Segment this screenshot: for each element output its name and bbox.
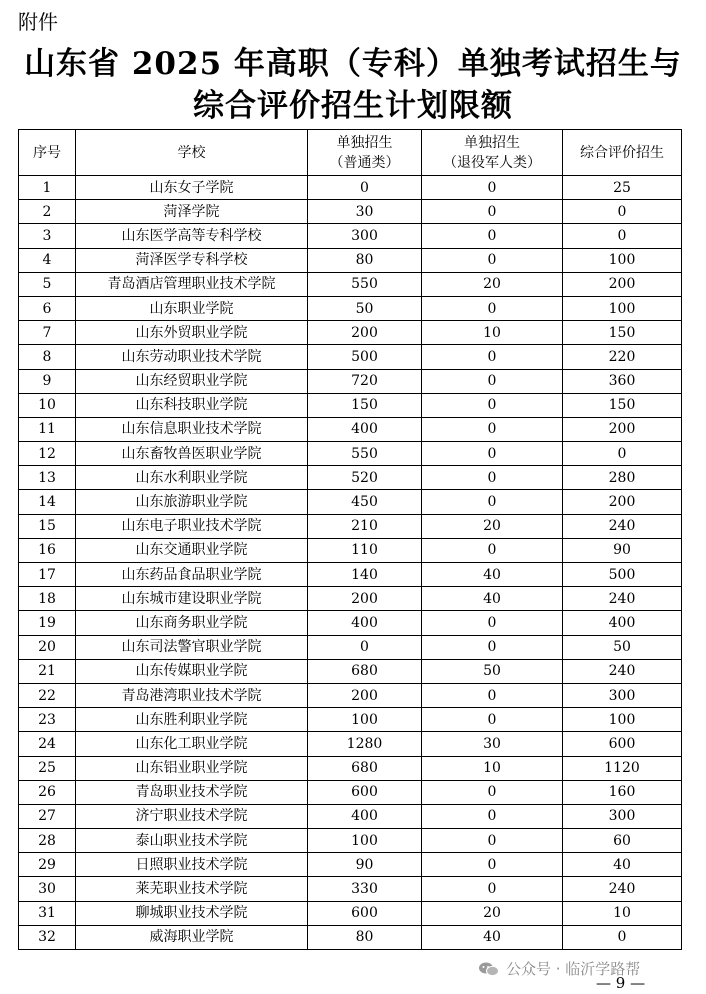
cell-comprehensive: 1120 — [563, 756, 682, 780]
cell-ordinary: 50 — [308, 296, 422, 320]
cell-comprehensive: 10 — [563, 901, 682, 925]
table-row — [19, 877, 682, 901]
cell-veteran: 0 — [422, 853, 563, 877]
cell-ordinary: 550 — [308, 442, 422, 466]
cell-veteran: 0 — [422, 708, 563, 732]
table-row — [19, 635, 682, 659]
cell-school: 青岛酒店管理职业技术学院 — [76, 272, 308, 296]
cell-comprehensive: 40 — [563, 853, 682, 877]
cell-ordinary: 210 — [308, 514, 422, 538]
table-row — [19, 708, 682, 732]
cell-comprehensive: 280 — [563, 466, 682, 490]
cell-veteran: 0 — [422, 829, 563, 853]
cell-school: 青岛港湾职业技术学院 — [76, 683, 308, 707]
cell-ordinary: 400 — [308, 804, 422, 828]
cell-ordinary: 0 — [308, 176, 422, 200]
cell-school: 菏泽医学专科学校 — [76, 248, 308, 272]
cell-no: 16 — [19, 538, 76, 562]
page-number: — 9 — — [596, 974, 646, 992]
cell-school: 山东胜利职业学院 — [76, 708, 308, 732]
cell-comprehensive: 360 — [563, 369, 682, 393]
cell-school: 泰山职业技术学院 — [76, 829, 308, 853]
cell-comprehensive: 150 — [563, 393, 682, 417]
cell-veteran: 0 — [422, 200, 563, 224]
cell-comprehensive: 500 — [563, 563, 682, 587]
cell-comprehensive: 0 — [563, 200, 682, 224]
cell-ordinary: 600 — [308, 780, 422, 804]
cell-comprehensive: 0 — [563, 925, 682, 949]
table-row — [19, 272, 682, 296]
cell-school: 菏泽学院 — [76, 200, 308, 224]
table-row — [19, 248, 682, 272]
cell-school: 山东司法警官职业学院 — [76, 635, 308, 659]
table-row — [19, 925, 682, 949]
cell-veteran: 0 — [422, 877, 563, 901]
cell-no: 12 — [19, 442, 76, 466]
cell-veteran: 20 — [422, 514, 563, 538]
cell-comprehensive: 200 — [563, 417, 682, 441]
cell-comprehensive: 60 — [563, 829, 682, 853]
cell-comprehensive: 100 — [563, 248, 682, 272]
cell-ordinary: 0 — [308, 635, 422, 659]
cell-no: 23 — [19, 708, 76, 732]
cell-comprehensive: 400 — [563, 611, 682, 635]
cell-ordinary: 200 — [308, 587, 422, 611]
cell-school: 山东医学高等专科学校 — [76, 224, 308, 248]
table-row — [19, 538, 682, 562]
cell-no: 27 — [19, 804, 76, 828]
header-veteran — [422, 130, 563, 176]
cell-school: 山东化工职业学院 — [76, 732, 308, 756]
cell-ordinary: 100 — [308, 829, 422, 853]
cell-school: 山东畜牧兽医职业学院 — [76, 442, 308, 466]
table-row — [19, 200, 682, 224]
cell-no: 32 — [19, 925, 76, 949]
cell-no: 18 — [19, 587, 76, 611]
cell-no: 30 — [19, 877, 76, 901]
cell-no: 1 — [19, 176, 76, 200]
table-row — [19, 490, 682, 514]
cell-veteran: 40 — [422, 925, 563, 949]
header-ordinary — [308, 130, 422, 176]
table-row — [19, 683, 682, 707]
table-row — [19, 732, 682, 756]
cell-comprehensive: 200 — [563, 490, 682, 514]
cell-veteran: 0 — [422, 393, 563, 417]
cell-ordinary: 200 — [308, 683, 422, 707]
cell-no: 9 — [19, 369, 76, 393]
cell-ordinary: 100 — [308, 708, 422, 732]
cell-ordinary: 720 — [308, 369, 422, 393]
cell-comprehensive: 600 — [563, 732, 682, 756]
cell-school: 山东铝业职业学院 — [76, 756, 308, 780]
cell-school: 济宁职业技术学院 — [76, 804, 308, 828]
table-row — [19, 611, 682, 635]
cell-comprehensive: 0 — [563, 224, 682, 248]
cell-veteran: 0 — [422, 417, 563, 441]
cell-school: 山东药品食品职业学院 — [76, 563, 308, 587]
cell-no: 21 — [19, 659, 76, 683]
cell-comprehensive: 240 — [563, 514, 682, 538]
cell-ordinary: 450 — [308, 490, 422, 514]
cell-ordinary: 80 — [308, 248, 422, 272]
table-row — [19, 853, 682, 877]
cell-ordinary: 520 — [308, 466, 422, 490]
cell-comprehensive: 240 — [563, 587, 682, 611]
cell-comprehensive: 90 — [563, 538, 682, 562]
cell-ordinary: 600 — [308, 901, 422, 925]
cell-veteran: 40 — [422, 563, 563, 587]
cell-ordinary: 90 — [308, 853, 422, 877]
cell-no: 8 — [19, 345, 76, 369]
table-row — [19, 393, 682, 417]
cell-comprehensive: 300 — [563, 804, 682, 828]
cell-ordinary: 110 — [308, 538, 422, 562]
cell-school: 山东信息职业技术学院 — [76, 417, 308, 441]
cell-no: 17 — [19, 563, 76, 587]
cell-no: 22 — [19, 683, 76, 707]
cell-comprehensive: 200 — [563, 272, 682, 296]
cell-school: 青岛职业技术学院 — [76, 780, 308, 804]
cell-no: 14 — [19, 490, 76, 514]
document-title-line2: 综合评价招生计划限额 — [193, 88, 513, 124]
cell-comprehensive: 100 — [563, 708, 682, 732]
cell-school: 山东女子学院 — [76, 176, 308, 200]
cell-school: 山东劳动职业技术学院 — [76, 345, 308, 369]
watermark-text: 公众号 · 临沂学路帮 — [506, 960, 641, 978]
table-row — [19, 587, 682, 611]
cell-no: 13 — [19, 466, 76, 490]
header-veteran-line1: 单独招生 — [464, 134, 520, 151]
cell-school: 日照职业技术学院 — [76, 853, 308, 877]
attachment-label: 附件 — [18, 10, 58, 34]
cell-veteran: 0 — [422, 345, 563, 369]
header-comprehensive: 综合评价招生 — [563, 130, 682, 176]
table-row — [19, 804, 682, 828]
cell-school: 山东旅游职业学院 — [76, 490, 308, 514]
cell-comprehensive: 25 — [563, 176, 682, 200]
cell-school: 山东城市建设职业学院 — [76, 587, 308, 611]
cell-veteran: 30 — [422, 732, 563, 756]
cell-no: 2 — [19, 200, 76, 224]
cell-no: 5 — [19, 272, 76, 296]
table-row — [19, 563, 682, 587]
table-row — [19, 321, 682, 345]
cell-no: 6 — [19, 296, 76, 320]
table-row — [19, 369, 682, 393]
wechat-icon — [478, 961, 500, 977]
cell-ordinary: 330 — [308, 877, 422, 901]
cell-school: 山东交通职业学院 — [76, 538, 308, 562]
cell-comprehensive: 240 — [563, 659, 682, 683]
cell-comprehensive: 100 — [563, 296, 682, 320]
table-row — [19, 659, 682, 683]
cell-veteran: 10 — [422, 756, 563, 780]
cell-veteran: 40 — [422, 587, 563, 611]
table-row — [19, 442, 682, 466]
cell-ordinary: 200 — [308, 321, 422, 345]
cell-veteran: 10 — [422, 321, 563, 345]
cell-ordinary: 680 — [308, 659, 422, 683]
cell-ordinary: 400 — [308, 417, 422, 441]
header-no: 序号 — [19, 130, 76, 176]
table-row — [19, 756, 682, 780]
cell-school: 聊城职业技术学院 — [76, 901, 308, 925]
cell-ordinary: 680 — [308, 756, 422, 780]
cell-no: 26 — [19, 780, 76, 804]
cell-veteran: 0 — [422, 538, 563, 562]
cell-school: 山东传媒职业学院 — [76, 659, 308, 683]
cell-veteran: 0 — [422, 224, 563, 248]
cell-school: 威海职业学院 — [76, 925, 308, 949]
cell-ordinary: 1280 — [308, 732, 422, 756]
cell-veteran: 0 — [422, 176, 563, 200]
cell-no: 11 — [19, 417, 76, 441]
cell-no: 28 — [19, 829, 76, 853]
table-row — [19, 901, 682, 925]
cell-veteran: 0 — [422, 369, 563, 393]
header-school: 学校 — [76, 130, 308, 176]
table-row — [19, 829, 682, 853]
cell-school: 山东职业学院 — [76, 296, 308, 320]
enrollment-quota-table — [18, 129, 682, 950]
cell-veteran: 20 — [422, 272, 563, 296]
cell-comprehensive: 150 — [563, 321, 682, 345]
cell-veteran: 0 — [422, 804, 563, 828]
cell-no: 20 — [19, 635, 76, 659]
cell-school: 山东外贸职业学院 — [76, 321, 308, 345]
cell-veteran: 0 — [422, 296, 563, 320]
cell-ordinary: 300 — [308, 224, 422, 248]
cell-ordinary: 500 — [308, 345, 422, 369]
cell-ordinary: 30 — [308, 200, 422, 224]
table-row — [19, 780, 682, 804]
cell-school: 山东经贸职业学院 — [76, 369, 308, 393]
cell-no: 10 — [19, 393, 76, 417]
cell-school: 山东商务职业学院 — [76, 611, 308, 635]
table-row — [19, 514, 682, 538]
cell-comprehensive: 0 — [563, 442, 682, 466]
cell-school: 山东科技职业学院 — [76, 393, 308, 417]
cell-no: 4 — [19, 248, 76, 272]
cell-ordinary: 80 — [308, 925, 422, 949]
cell-comprehensive: 300 — [563, 683, 682, 707]
cell-school: 山东水利职业学院 — [76, 466, 308, 490]
cell-veteran: 50 — [422, 659, 563, 683]
header-ordinary-line2: （普通类） — [329, 154, 400, 171]
table-body — [19, 176, 682, 950]
cell-veteran: 0 — [422, 490, 563, 514]
cell-school: 山东电子职业技术学院 — [76, 514, 308, 538]
cell-no: 3 — [19, 224, 76, 248]
cell-veteran: 0 — [422, 442, 563, 466]
table-row — [19, 296, 682, 320]
table-row — [19, 176, 682, 200]
cell-comprehensive: 220 — [563, 345, 682, 369]
cell-veteran: 0 — [422, 466, 563, 490]
cell-ordinary: 150 — [308, 393, 422, 417]
cell-ordinary: 140 — [308, 563, 422, 587]
table-row — [19, 345, 682, 369]
cell-no: 7 — [19, 321, 76, 345]
cell-no: 15 — [19, 514, 76, 538]
header-ordinary-line1: 单独招生 — [336, 134, 393, 151]
cell-ordinary: 550 — [308, 272, 422, 296]
table-row — [19, 466, 682, 490]
cell-no: 24 — [19, 732, 76, 756]
table-header-row — [19, 130, 682, 176]
cell-no: 29 — [19, 853, 76, 877]
cell-veteran: 0 — [422, 780, 563, 804]
cell-no: 31 — [19, 901, 76, 925]
table-row — [19, 417, 682, 441]
cell-comprehensive: 50 — [563, 635, 682, 659]
document-title-line1: 山东省 2025 年高职（专科）单独考试招生与 — [24, 46, 682, 82]
cell-ordinary: 400 — [308, 611, 422, 635]
cell-school: 莱芜职业技术学院 — [76, 877, 308, 901]
cell-no: 25 — [19, 756, 76, 780]
header-veteran-line2: （退役军人类） — [443, 154, 541, 171]
cell-comprehensive: 160 — [563, 780, 682, 804]
cell-comprehensive: 240 — [563, 877, 682, 901]
cell-veteran: 0 — [422, 248, 563, 272]
cell-veteran: 20 — [422, 901, 563, 925]
cell-veteran: 0 — [422, 635, 563, 659]
table-row — [19, 224, 682, 248]
cell-veteran: 0 — [422, 611, 563, 635]
cell-no: 19 — [19, 611, 76, 635]
cell-veteran: 0 — [422, 683, 563, 707]
